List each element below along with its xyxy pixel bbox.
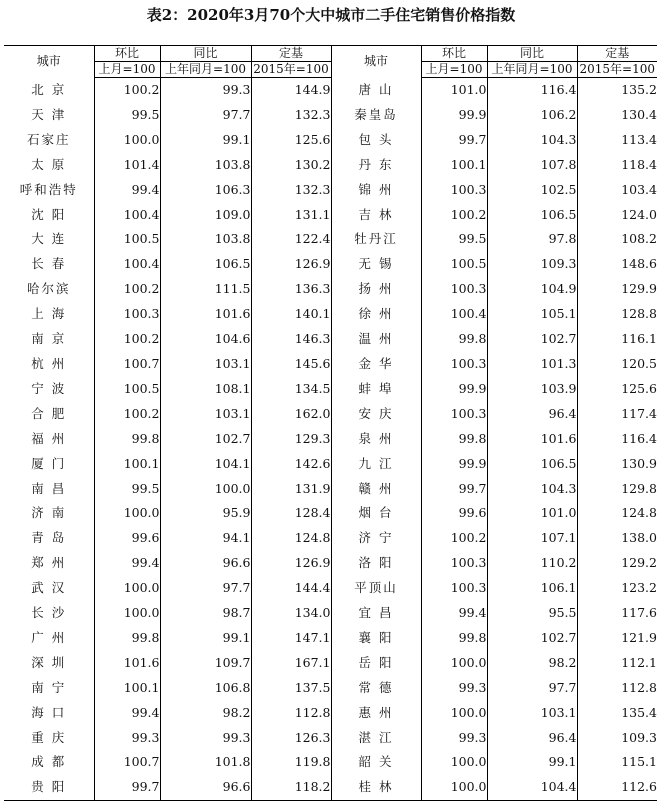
header-fixed-base-left: 2015年=100 bbox=[251, 62, 331, 78]
header-fixed-left: 定基 bbox=[251, 46, 331, 62]
table-row bbox=[4, 402, 657, 427]
right-city-name: 平顶山 bbox=[354, 580, 398, 596]
right-city-name: 岳 阳 bbox=[358, 654, 394, 670]
left-mom-value: 101.6 bbox=[94, 651, 160, 676]
right-city-name: 锦 州 bbox=[358, 181, 394, 197]
left-mom-value: 100.7 bbox=[94, 352, 160, 377]
table-row bbox=[4, 103, 657, 128]
table-row bbox=[4, 526, 657, 551]
left-yoy-value: 103.1 bbox=[160, 352, 251, 377]
header-mom-left: 环比 bbox=[94, 46, 160, 62]
right-fixed-value: 125.6 bbox=[577, 377, 657, 402]
right-fixed-value: 117.6 bbox=[577, 601, 657, 626]
right-fixed-value: 135.2 bbox=[577, 78, 657, 103]
right-mom-value: 100.3 bbox=[421, 178, 487, 203]
table-title: 表2：2020年3月70个大中城市二手住宅销售价格指数 bbox=[146, 6, 516, 24]
left-fixed-value: 162.0 bbox=[251, 402, 331, 427]
right-mom-value: 99.3 bbox=[421, 676, 487, 701]
left-city-name: 福 州 bbox=[31, 430, 67, 446]
right-mom-value: 99.8 bbox=[421, 427, 487, 452]
left-yoy-value: 98.7 bbox=[160, 601, 251, 626]
left-yoy-value: 106.3 bbox=[160, 178, 251, 203]
right-yoy-value: 95.5 bbox=[487, 601, 577, 626]
header-mom-base-right: 上月=100 bbox=[421, 62, 487, 78]
right-fixed-value: 130.9 bbox=[577, 452, 657, 477]
left-yoy-value: 96.6 bbox=[160, 775, 251, 800]
right-mom-value: 100.3 bbox=[421, 551, 487, 576]
right-fixed-value: 120.5 bbox=[577, 352, 657, 377]
right-fixed-value: 148.6 bbox=[577, 252, 657, 277]
left-city-name: 上 海 bbox=[31, 306, 67, 322]
left-mom-value: 99.4 bbox=[94, 551, 160, 576]
left-yoy-value: 95.9 bbox=[160, 501, 251, 526]
table-row bbox=[4, 750, 657, 775]
left-fixed-value: 134.5 bbox=[251, 377, 331, 402]
left-mom-value: 100.0 bbox=[94, 601, 160, 626]
right-fixed-value: 109.3 bbox=[577, 726, 657, 751]
right-mom-value: 100.3 bbox=[421, 277, 487, 302]
left-yoy-value: 99.1 bbox=[160, 626, 251, 651]
left-fixed-value: 118.2 bbox=[251, 775, 331, 800]
right-city-name: 韶 关 bbox=[358, 754, 394, 770]
left-mom-value: 99.7 bbox=[94, 775, 160, 800]
left-city-name: 重 庆 bbox=[31, 729, 67, 745]
right-yoy-value: 101.6 bbox=[487, 427, 577, 452]
left-city-name: 呼和浩特 bbox=[19, 181, 78, 197]
header-row-1 bbox=[4, 46, 657, 62]
right-fixed-value: 116.1 bbox=[577, 327, 657, 352]
left-mom-value: 99.8 bbox=[94, 427, 160, 452]
left-fixed-value: 146.3 bbox=[251, 327, 331, 352]
left-yoy-value: 102.7 bbox=[160, 427, 251, 452]
left-yoy-value: 109.7 bbox=[160, 651, 251, 676]
right-city-name: 徐 州 bbox=[358, 306, 394, 322]
right-city-name: 包 头 bbox=[358, 131, 394, 147]
table-row bbox=[4, 252, 657, 277]
right-city-name: 湛 江 bbox=[358, 729, 394, 745]
left-city-name: 杭 州 bbox=[31, 355, 67, 371]
right-yoy-value: 104.4 bbox=[487, 775, 577, 800]
left-yoy-value: 111.5 bbox=[160, 277, 251, 302]
right-yoy-value: 96.4 bbox=[487, 402, 577, 427]
right-yoy-value: 102.7 bbox=[487, 626, 577, 651]
left-mom-value: 100.7 bbox=[94, 750, 160, 775]
left-mom-value: 99.4 bbox=[94, 178, 160, 203]
left-yoy-value: 100.0 bbox=[160, 477, 251, 502]
left-mom-value: 100.0 bbox=[94, 576, 160, 601]
table-row bbox=[4, 452, 657, 477]
left-fixed-value: 147.1 bbox=[251, 626, 331, 651]
left-city-name: 海 口 bbox=[31, 704, 67, 720]
right-mom-value: 99.4 bbox=[421, 601, 487, 626]
left-yoy-value: 103.8 bbox=[160, 153, 251, 178]
left-fixed-value: 142.6 bbox=[251, 452, 331, 477]
table-row bbox=[4, 676, 657, 701]
left-mom-value: 100.5 bbox=[94, 227, 160, 252]
left-city-name: 南 京 bbox=[31, 331, 67, 347]
right-mom-value: 100.4 bbox=[421, 302, 487, 327]
table-row bbox=[4, 352, 657, 377]
right-fixed-value: 128.8 bbox=[577, 302, 657, 327]
right-fixed-value: 103.4 bbox=[577, 178, 657, 203]
left-fixed-value: 126.3 bbox=[251, 726, 331, 751]
right-yoy-value: 104.9 bbox=[487, 277, 577, 302]
table-row bbox=[4, 551, 657, 576]
right-fixed-value: 130.4 bbox=[577, 103, 657, 128]
right-mom-value: 99.7 bbox=[421, 477, 487, 502]
right-yoy-value: 109.3 bbox=[487, 252, 577, 277]
left-city-name: 南 昌 bbox=[31, 480, 67, 496]
left-city-name: 北 京 bbox=[31, 81, 67, 97]
left-yoy-value: 99.3 bbox=[160, 78, 251, 103]
right-mom-value: 101.0 bbox=[421, 78, 487, 103]
left-mom-value: 99.5 bbox=[94, 103, 160, 128]
right-yoy-value: 102.7 bbox=[487, 327, 577, 352]
left-city-name: 长 沙 bbox=[31, 605, 67, 621]
right-city-name: 秦皇岛 bbox=[354, 106, 398, 122]
right-mom-value: 100.2 bbox=[421, 203, 487, 228]
left-fixed-value: 130.2 bbox=[251, 153, 331, 178]
left-yoy-value: 103.8 bbox=[160, 227, 251, 252]
right-city-name: 温 州 bbox=[358, 331, 394, 347]
right-yoy-value: 104.3 bbox=[487, 128, 577, 153]
right-city-name: 吉 林 bbox=[358, 206, 394, 222]
right-city-name: 襄 阳 bbox=[358, 629, 394, 645]
left-mom-value: 99.6 bbox=[94, 526, 160, 551]
left-mom-value: 100.4 bbox=[94, 252, 160, 277]
right-mom-value: 99.9 bbox=[421, 452, 487, 477]
table-row bbox=[4, 775, 657, 800]
right-mom-value: 99.7 bbox=[421, 128, 487, 153]
right-fixed-value: 121.9 bbox=[577, 626, 657, 651]
left-yoy-value: 106.8 bbox=[160, 676, 251, 701]
right-city-name: 赣 州 bbox=[358, 480, 394, 496]
right-yoy-value: 107.8 bbox=[487, 153, 577, 178]
left-city-name: 长 春 bbox=[31, 256, 67, 272]
table-row bbox=[4, 128, 657, 153]
right-city-name: 金 华 bbox=[358, 355, 394, 371]
right-city-name: 蚌 埠 bbox=[358, 380, 394, 396]
right-city-name: 惠 州 bbox=[358, 704, 394, 720]
left-mom-value: 100.2 bbox=[94, 327, 160, 352]
right-yoy-value: 98.2 bbox=[487, 651, 577, 676]
header-row-2 bbox=[4, 62, 657, 78]
table-row bbox=[4, 427, 657, 452]
right-yoy-value: 106.5 bbox=[487, 452, 577, 477]
table-row bbox=[4, 701, 657, 726]
left-fixed-value: 144.9 bbox=[251, 78, 331, 103]
table-row bbox=[4, 651, 657, 676]
header-yoy-left: 同比 bbox=[160, 46, 251, 62]
right-city-name: 安 庆 bbox=[358, 405, 394, 421]
left-yoy-value: 101.6 bbox=[160, 302, 251, 327]
left-fixed-value: 126.9 bbox=[251, 551, 331, 576]
left-yoy-value: 106.5 bbox=[160, 252, 251, 277]
left-yoy-value: 98.2 bbox=[160, 701, 251, 726]
table-row bbox=[4, 501, 657, 526]
right-mom-value: 99.9 bbox=[421, 377, 487, 402]
table-row bbox=[4, 477, 657, 502]
left-fixed-value: 136.3 bbox=[251, 277, 331, 302]
right-fixed-value: 129.9 bbox=[577, 277, 657, 302]
header-yoy-base-left: 上年同月=100 bbox=[160, 62, 251, 78]
right-city-name: 丹 东 bbox=[358, 156, 394, 172]
left-yoy-value: 99.3 bbox=[160, 726, 251, 751]
left-city-name: 广 州 bbox=[31, 629, 67, 645]
right-yoy-value: 101.0 bbox=[487, 501, 577, 526]
table-row bbox=[4, 726, 657, 751]
table-row bbox=[4, 377, 657, 402]
right-yoy-value: 106.1 bbox=[487, 576, 577, 601]
left-city-name: 深 圳 bbox=[31, 654, 67, 670]
right-fixed-value: 124.0 bbox=[577, 203, 657, 228]
right-yoy-value: 99.1 bbox=[487, 750, 577, 775]
right-mom-value: 99.6 bbox=[421, 501, 487, 526]
right-yoy-value: 97.7 bbox=[487, 676, 577, 701]
right-city-name: 桂 林 bbox=[331, 775, 421, 800]
right-fixed-value: 124.8 bbox=[577, 501, 657, 526]
right-city-name: 常 德 bbox=[358, 679, 394, 695]
left-mom-value: 99.5 bbox=[94, 477, 160, 502]
right-city-name: 九 江 bbox=[358, 455, 394, 471]
left-fixed-value: 132.3 bbox=[251, 178, 331, 203]
right-yoy-value: 107.1 bbox=[487, 526, 577, 551]
left-mom-value: 99.4 bbox=[94, 701, 160, 726]
right-fixed-value: 117.4 bbox=[577, 402, 657, 427]
left-mom-value: 99.3 bbox=[94, 726, 160, 751]
left-city-name: 郑 州 bbox=[31, 555, 67, 571]
header-mom-right: 环比 bbox=[421, 46, 487, 62]
left-fixed-value: 144.4 bbox=[251, 576, 331, 601]
right-fixed-value: 112.8 bbox=[577, 676, 657, 701]
left-yoy-value: 96.6 bbox=[160, 551, 251, 576]
left-mom-value: 100.2 bbox=[94, 78, 160, 103]
right-mom-value: 99.8 bbox=[421, 327, 487, 352]
left-city-name: 贵 阳 bbox=[4, 775, 94, 800]
right-mom-value: 100.3 bbox=[421, 402, 487, 427]
left-fixed-value: 124.8 bbox=[251, 526, 331, 551]
right-fixed-value: 135.4 bbox=[577, 701, 657, 726]
left-yoy-value: 101.8 bbox=[160, 750, 251, 775]
right-yoy-value: 96.4 bbox=[487, 726, 577, 751]
left-yoy-value: 103.1 bbox=[160, 402, 251, 427]
right-yoy-value: 104.3 bbox=[487, 477, 577, 502]
right-fixed-value: 123.2 bbox=[577, 576, 657, 601]
left-yoy-value: 104.1 bbox=[160, 452, 251, 477]
left-mom-value: 99.8 bbox=[94, 626, 160, 651]
header-fixed-base-right: 2015年=100 bbox=[577, 62, 657, 78]
right-mom-value: 100.0 bbox=[421, 701, 487, 726]
left-city-name: 大 连 bbox=[31, 231, 67, 247]
right-mom-value: 99.3 bbox=[421, 726, 487, 751]
left-yoy-value: 97.7 bbox=[160, 576, 251, 601]
right-city-name: 济 宁 bbox=[358, 530, 394, 546]
left-fixed-value: 129.3 bbox=[251, 427, 331, 452]
right-mom-value: 100.0 bbox=[421, 651, 487, 676]
left-yoy-value: 108.1 bbox=[160, 377, 251, 402]
table-row bbox=[4, 626, 657, 651]
left-fixed-value: 132.3 bbox=[251, 103, 331, 128]
right-mom-value: 100.0 bbox=[421, 775, 487, 800]
right-city-name: 烟 台 bbox=[358, 505, 394, 521]
right-fixed-value: 112.6 bbox=[577, 775, 657, 800]
left-fixed-value: 126.9 bbox=[251, 252, 331, 277]
left-city-name: 济 南 bbox=[31, 505, 67, 521]
left-mom-value: 100.5 bbox=[94, 377, 160, 402]
left-fixed-value: 112.8 bbox=[251, 701, 331, 726]
right-yoy-value: 116.4 bbox=[487, 78, 577, 103]
table-row bbox=[4, 277, 657, 302]
right-city-name: 唐 山 bbox=[358, 81, 394, 97]
header-yoy-right: 同比 bbox=[487, 46, 577, 62]
right-yoy-value: 101.3 bbox=[487, 352, 577, 377]
left-mom-value: 101.4 bbox=[94, 153, 160, 178]
table-row bbox=[4, 576, 657, 601]
left-fixed-value: 128.4 bbox=[251, 501, 331, 526]
table-row bbox=[4, 153, 657, 178]
left-city-name: 哈尔滨 bbox=[26, 281, 71, 297]
left-yoy-value: 104.6 bbox=[160, 327, 251, 352]
left-fixed-value: 131.9 bbox=[251, 477, 331, 502]
right-fixed-value: 113.4 bbox=[577, 128, 657, 153]
right-mom-value: 100.3 bbox=[421, 576, 487, 601]
right-city-name: 宜 昌 bbox=[358, 605, 394, 621]
right-mom-value: 99.5 bbox=[421, 227, 487, 252]
left-mom-value: 100.4 bbox=[94, 203, 160, 228]
left-fixed-value: 140.1 bbox=[251, 302, 331, 327]
table-row bbox=[4, 327, 657, 352]
left-city-name: 太 原 bbox=[31, 156, 67, 172]
left-mom-value: 100.3 bbox=[94, 302, 160, 327]
left-city-name: 天 津 bbox=[31, 106, 67, 122]
right-yoy-value: 110.2 bbox=[487, 551, 577, 576]
table-row bbox=[4, 203, 657, 228]
left-yoy-value: 109.0 bbox=[160, 203, 251, 228]
left-fixed-value: 131.1 bbox=[251, 203, 331, 228]
left-city-name: 武 汉 bbox=[31, 580, 67, 596]
left-yoy-value: 99.1 bbox=[160, 128, 251, 153]
right-fixed-value: 129.8 bbox=[577, 477, 657, 502]
left-fixed-value: 145.6 bbox=[251, 352, 331, 377]
table-row bbox=[4, 601, 657, 626]
right-mom-value: 100.2 bbox=[421, 526, 487, 551]
left-city-name: 南 宁 bbox=[31, 679, 67, 695]
left-mom-value: 100.2 bbox=[94, 277, 160, 302]
right-fixed-value: 115.1 bbox=[577, 750, 657, 775]
left-yoy-value: 94.1 bbox=[160, 526, 251, 551]
right-fixed-value: 129.2 bbox=[577, 551, 657, 576]
right-yoy-value: 102.5 bbox=[487, 178, 577, 203]
right-mom-value: 100.3 bbox=[421, 352, 487, 377]
right-fixed-value: 112.1 bbox=[577, 651, 657, 676]
price-index-table bbox=[4, 45, 657, 801]
left-mom-value: 100.2 bbox=[94, 402, 160, 427]
right-fixed-value: 108.2 bbox=[577, 227, 657, 252]
right-fixed-value: 138.0 bbox=[577, 526, 657, 551]
table-row bbox=[4, 78, 657, 103]
left-mom-value: 100.0 bbox=[94, 128, 160, 153]
left-city-name: 宁 波 bbox=[31, 380, 67, 396]
left-fixed-value: 119.8 bbox=[251, 750, 331, 775]
right-yoy-value: 106.5 bbox=[487, 203, 577, 228]
right-city-name: 扬 州 bbox=[358, 281, 394, 297]
right-mom-value: 100.0 bbox=[421, 750, 487, 775]
right-city-name: 泉 州 bbox=[358, 430, 394, 446]
right-yoy-value: 103.1 bbox=[487, 701, 577, 726]
table-row bbox=[4, 178, 657, 203]
right-city-name: 无 锡 bbox=[358, 256, 394, 272]
right-yoy-value: 105.1 bbox=[487, 302, 577, 327]
right-fixed-value: 118.4 bbox=[577, 153, 657, 178]
left-city-name: 厦 门 bbox=[31, 455, 67, 471]
right-mom-value: 99.9 bbox=[421, 103, 487, 128]
left-fixed-value: 137.5 bbox=[251, 676, 331, 701]
left-city-name: 成 都 bbox=[31, 754, 67, 770]
right-fixed-value: 116.4 bbox=[577, 427, 657, 452]
left-yoy-value: 97.7 bbox=[160, 103, 251, 128]
right-mom-value: 100.5 bbox=[421, 252, 487, 277]
table-row bbox=[4, 302, 657, 327]
right-mom-value: 100.1 bbox=[421, 153, 487, 178]
left-city-name: 石家庄 bbox=[26, 131, 71, 147]
left-fixed-value: 134.0 bbox=[251, 601, 331, 626]
header-city-left: 城市 bbox=[4, 46, 94, 78]
left-fixed-value: 125.6 bbox=[251, 128, 331, 153]
right-yoy-value: 97.8 bbox=[487, 227, 577, 252]
left-city-name: 沈 阳 bbox=[31, 206, 67, 222]
right-yoy-value: 103.9 bbox=[487, 377, 577, 402]
header-fixed-right: 定基 bbox=[577, 46, 657, 62]
header-city-right: 城市 bbox=[331, 46, 421, 78]
header-mom-base-left: 上月=100 bbox=[94, 62, 160, 78]
right-city-name: 牡丹江 bbox=[354, 231, 398, 247]
table-row bbox=[4, 227, 657, 252]
left-city-name: 合 肥 bbox=[31, 405, 67, 421]
right-mom-value: 99.8 bbox=[421, 626, 487, 651]
header-yoy-base-right: 上年同月=100 bbox=[487, 62, 577, 78]
left-mom-value: 100.1 bbox=[94, 452, 160, 477]
left-mom-value: 100.1 bbox=[94, 676, 160, 701]
left-city-name: 青 岛 bbox=[31, 530, 67, 546]
right-city-name: 洛 阳 bbox=[358, 555, 394, 571]
left-fixed-value: 167.1 bbox=[251, 651, 331, 676]
left-fixed-value: 122.4 bbox=[251, 227, 331, 252]
right-yoy-value: 106.2 bbox=[487, 103, 577, 128]
left-mom-value: 100.0 bbox=[94, 501, 160, 526]
